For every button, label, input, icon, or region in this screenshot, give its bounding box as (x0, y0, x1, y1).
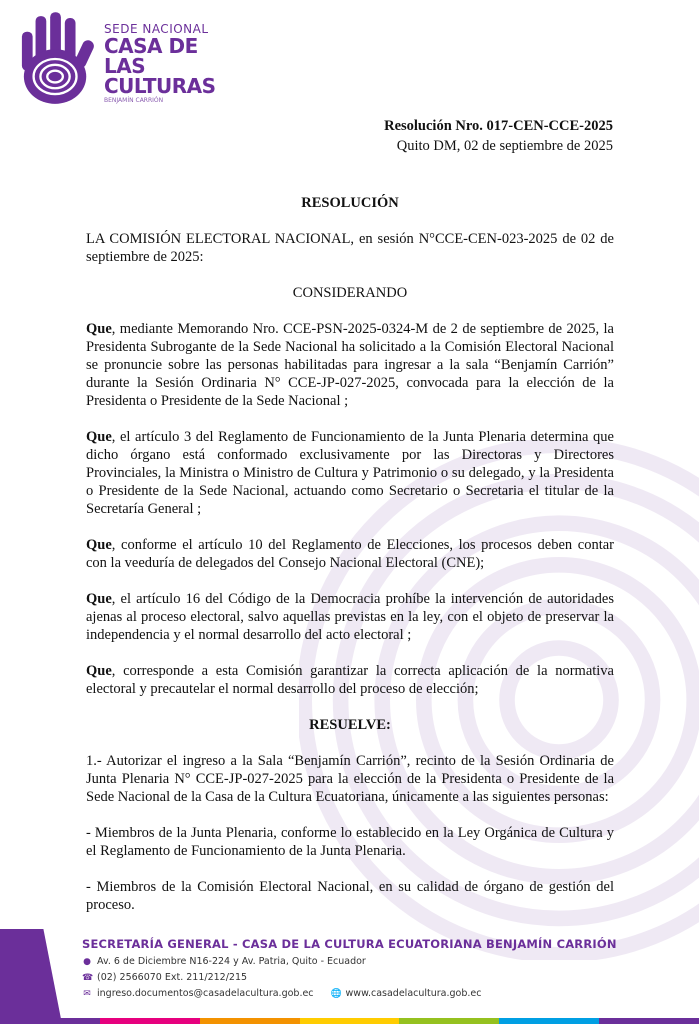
document-body (86, 194, 614, 932)
resolve-bullet-2: - Miembros de la Comisión Electoral Nacional, en su calidad de órgano de gestión del proceso. (86, 879, 614, 913)
que-label: Que (86, 537, 112, 553)
phone-icon: ☎ (82, 972, 94, 983)
que-text: , corresponde a esta Comisión garantizar la correcta aplicación de la normativa electoral y precautelar el normal desarrollo del proceso de elección; (86, 663, 614, 697)
hand-fingerprint-icon (18, 10, 96, 108)
color-stripe (0, 1018, 100, 1024)
que-paragraph-4 (86, 590, 614, 644)
que-paragraph-3 (86, 536, 614, 572)
que-paragraph-2 (86, 428, 614, 518)
color-stripe (499, 1018, 599, 1024)
footer-address-text: Av. 6 de Diciembre N16-224 y Av. Patria, Quito - Ecuador (97, 956, 366, 967)
que-paragraph-5 (86, 662, 614, 698)
footer-web[interactable]: www.casadelacultura.gob.ec (345, 988, 482, 999)
casa-culturas-logo (18, 10, 218, 110)
que-paragraph-1 (86, 320, 614, 410)
location-pin-icon: ● (83, 956, 91, 967)
resolve-item-1: 1.- Autorizar el ingreso a la Sala “Benjamín Carrión”, recinto de la Sesión Ordinaria de Junta Plenaria N° CCE-JP-027-2025 para la elección de la Presidenta o Presidente de la Sede Nacional de la Casa de la Cultura Ecuatoriana, únicamente a las siguientes personas: (86, 753, 614, 805)
resuelve-heading: RESUELVE: (309, 717, 391, 733)
resolution-place-date: Quito DM, 02 de septiembre de 2025 (396, 138, 613, 154)
intro-paragraph: LA COMISIÓN ELECTORAL NACIONAL, en sesión N°CCE-CEN-023-2025 de 02 de septiembre de 2025: (86, 231, 614, 265)
logo-name-line2: CULTURAS (104, 74, 216, 98)
logo-subtitle: BENJAMÍN CARRIÓN (104, 97, 164, 104)
document-title: RESOLUCIÓN (301, 195, 399, 211)
footer-phone-text: (02) 2566070 Ext. 211/212/215 (97, 972, 248, 983)
footer-contact (82, 988, 481, 999)
footer-email[interactable]: ingreso.documentos@casadelacultura.gob.ec (97, 988, 314, 999)
que-label: Que (86, 429, 112, 445)
footer-title: SECRETARÍA GENERAL - CASA DE LA CULTURA ECUATORIANA BENJAMÍN CARRIÓN (82, 937, 617, 951)
que-text: , mediante Memorando Nro. CCE-PSN-2025-0324-M de 2 de septiembre de 2025, la Presidenta Subrogante de la Sede Nacional ha solicitado a la Comisión Electoral Nacional se pronuncie sobre las personas habilitadas para ingresar a la sala “Benjamín Carrión” durante la Sesión Ordinaria N° CCE-JP-027-2025, convocada para la elección de la Presidenta o Presidente de la Sede Nacional ; (86, 321, 614, 409)
color-stripe (100, 1018, 200, 1024)
que-text: , conforme el artículo 10 del Reglamento de Elecciones, los procesos deben contar con la veeduría de delegados del Consejo Nacional Electoral (CNE); (86, 537, 614, 571)
que-label: Que (86, 591, 112, 607)
que-label: Que (86, 663, 112, 679)
logo-sede-text: SEDE NACIONAL (104, 22, 209, 36)
footer-color-stripes (0, 1018, 699, 1024)
resolve-bullet-1: - Miembros de la Junta Plenaria, conforme lo establecido en la Ley Orgánica de Cultura y el Reglamento de Funcionamiento de la Junta Plenaria. (86, 825, 614, 859)
footer-purple-band (0, 929, 62, 1024)
logo-name-line1: CASA DE LAS (104, 34, 198, 78)
mail-icon: ✉ (83, 988, 91, 999)
color-stripe (200, 1018, 300, 1024)
considerando-heading: CONSIDERANDO (292, 285, 408, 301)
globe-icon: 🌐 (330, 988, 342, 999)
footer-phone (82, 972, 247, 983)
color-stripe (599, 1018, 699, 1024)
footer-address (82, 956, 366, 967)
resolution-number: Resolución Nro. 017-CEN-CCE-2025 (384, 118, 613, 134)
que-label: Que (86, 321, 112, 337)
page-footer (0, 929, 699, 1024)
que-text: , el artículo 3 del Reglamento de Funcionamiento de la Junta Plenaria determina que dicho órgano está conformado exclusivamente por las Directoras y Directores Provinciales, la Ministra o Ministro de Cultura y Patrimonio o su delegado, y la Presidenta o Presidente de la Sede Nacional, actuando como Secretario o Secretaria el titular de la Secretaría General ; (86, 429, 614, 517)
color-stripe (300, 1018, 400, 1024)
resolution-header (384, 116, 613, 156)
que-text: , el artículo 16 del Código de la Democracia prohíbe la intervención de autoridades ajenas al proceso electoral, salvo aquellas previstas en la ley, con el objeto de preservar la independencia y el normal desarrollo del acto electoral ; (86, 591, 614, 643)
color-stripe (399, 1018, 499, 1024)
